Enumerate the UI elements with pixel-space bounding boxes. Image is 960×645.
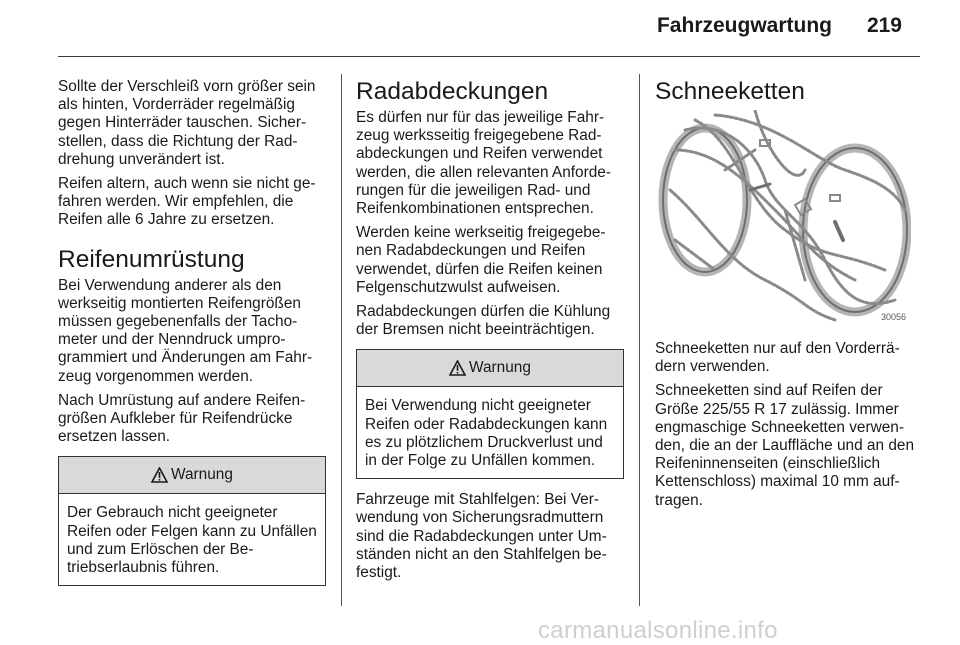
warning-triangle-icon [151,467,168,483]
header-rule [58,56,920,57]
warning-title: Warnung [171,466,233,484]
paragraph-rim-protection: Werden keine werkseitig freigegebenen Radabdeckungen und Reifen verwendet, dürfen die Reifen keinen Felgenschutzwulst aufweisen. [356,224,606,296]
paragraph-steel-rims: Fahrzeuge mit Stahlfelgen: Bei Verwendung von Sicherungsradmuttern sind die Radabdeckungen unter Umständen nicht an den Stahlfelgen befestigt. [356,491,607,582]
column-divider-1 [341,74,342,606]
running-header-title: Fahrzeugwartung [656,14,832,37]
snow-chain-illustration [655,110,911,326]
warning-box-covers [356,349,624,479]
heading-radabdeckungen: Radabdeckungen [356,78,549,105]
column-2 [356,78,624,588]
paragraph-tire-age: Reifen altern, auch wenn sie nicht gefahren werden. Wir empfehlen, die Reifen alle 6 Jahre zu ersetzen. [58,175,316,229]
paragraph-approved-covers: Es dürfen nur für das jeweilige Fahrzeug werksseitig freigegebene Radabdeckungen und Reifen verwendet werden, die allen relevanten Anforderungen für die jeweiligen Rad- und Reifenkombinationen entsprechen. [356,109,611,218]
heading-schneeketten: Schneeketten [655,78,805,105]
column-3 [655,78,923,516]
paragraph-chain-size: Schneeketten sind auf Reifen der Größe 225/55 R 17 zulässig. Immer engmaschige Schneeketten verwenden, die an der Lauffläche und an den Reifeninnenseiten (einschließlich Kettenschloss) maximal 10 mm auftragen. [655,382,915,509]
warning-title: Warnung [469,359,531,377]
column-1 [58,78,326,586]
paragraph-tire-sizes: Bei Verwendung anderer als den werkseitig montierten Reifengrößen müssen gegebenenfalls der Tachometer und der Nenndruck umprogrammiert und Änderungen am Fahrzeug vorgenommen werden. [58,276,313,385]
paragraph-brake-cooling: Radabdeckungen dürfen die Kühlung der Bremsen nicht beeinträchtigen. [356,303,611,339]
warning-box-tires [58,456,326,586]
warning-header [59,457,325,494]
watermark: carmanualsonline.info [538,617,778,644]
warning-text: Bei Verwendung nicht geeigneter Reifen oder Radabdeckungen kann es zu plötzlichem Druckverlust und in der Folge zu Unfällen kommen. [365,397,608,470]
paragraph-front-wheels: Schneeketten nur auf den Vorderrädern verwenden. [655,340,900,376]
paragraph-stickers: Nach Umrüstung auf andere Reifengrößen Aufkleber für Reifendrücke ersetzen lassen. [58,391,306,446]
figure-number: 30056 [881,312,907,322]
paragraph-wear: Sollte der Verschleiß vorn größer sein als hinten, Vorderräder regelmäßig gegen Hinterräder tauschen. Sicherstellen, dass die Richtung der Raddrehung unverändert ist. [58,78,316,168]
warning-header [357,350,623,387]
column-divider-2 [639,74,640,606]
warning-text: Der Gebrauch nicht geeigneter Reifen oder Felgen kann zu Unfällen und zum Erlöschen der Betriebserlaubnis führen. [67,504,317,577]
page-number: 219 [866,14,902,37]
heading-reifenumruestung: Reifenumrüstung [58,245,245,273]
warning-triangle-icon [449,360,466,376]
